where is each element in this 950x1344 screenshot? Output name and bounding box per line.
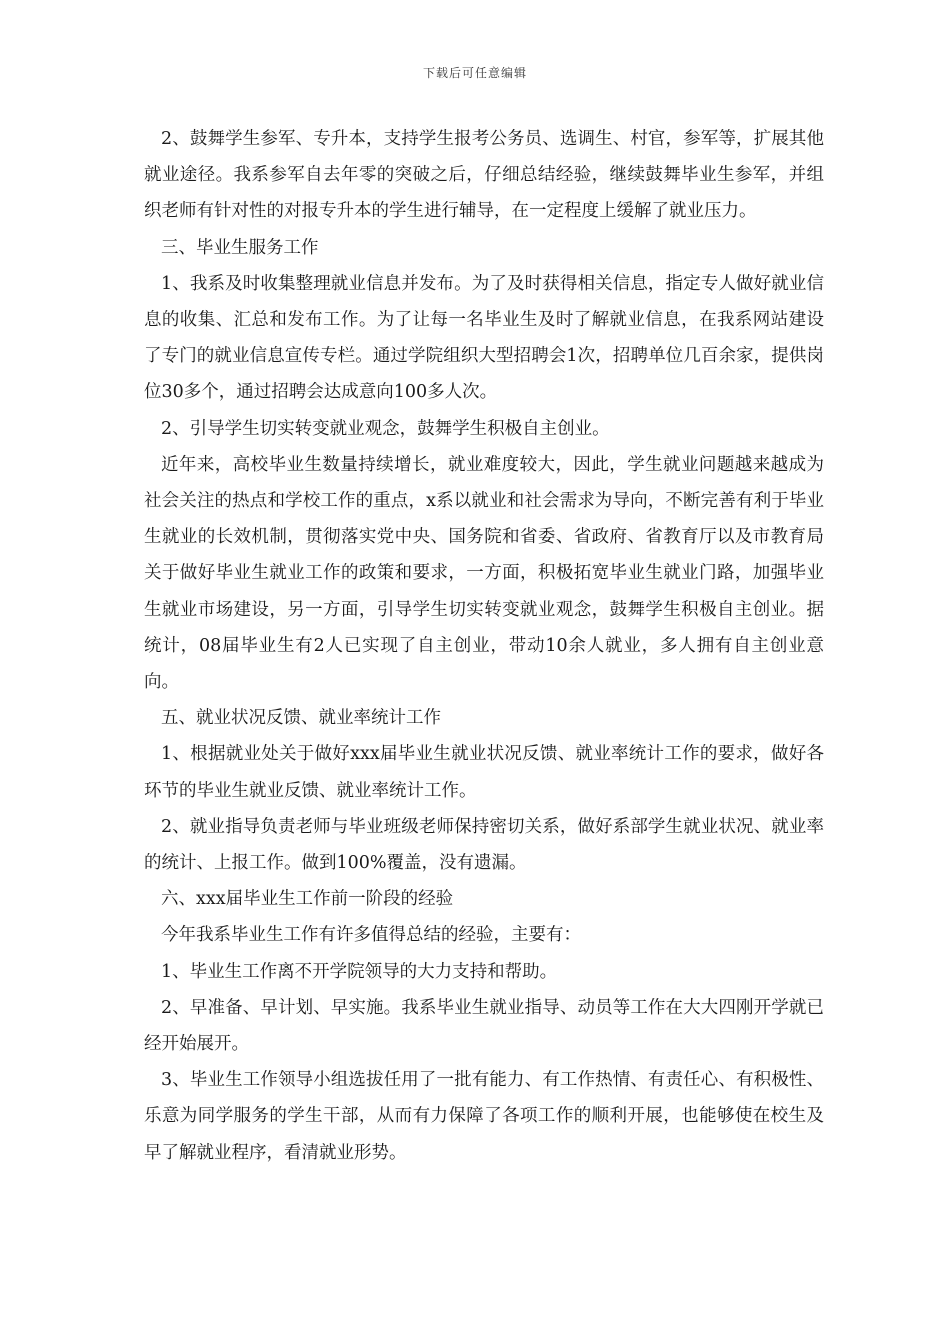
paragraph-job-info: 1、我系及时收集整理就业信息并发布。为了及时获得相关信息，指定专人做好就业信息的收集、汇总和发布工作。为了让每一名毕业生及时了解就业信息，在我系网站建设了专门的就业信息宣传专栏。通过学院组织大型招聘会1次，招聘单位几百余家，提供岗位30多个，通过招聘会达成意向100多人次。 (144, 273, 824, 403)
paragraph-early-preparation: 2、早准备、早计划、早实施。我系毕业生就业指导、动员等工作在大大四刚开学就已经开始展开。 (144, 997, 824, 1055)
section-heading-feedback-statistics: 五、就业状况反馈、就业率统计工作 (161, 708, 441, 729)
paragraph-student-cadres: 3、毕业生工作领导小组选拔任用了一批有能力、有工作热情、有责任心、有积极性、乐意为同学服务的学生干部，从而有力保障了各项工作的顺利开展，也能够使在校生及早了解就业程序，看清就业形势。 (144, 1070, 824, 1163)
section-heading-experience: 六、xxx届毕业生工作前一阶段的经验 (161, 889, 454, 910)
paragraph-leadership-support: 1、毕业生工作离不开学院领导的大力支持和帮助。 (161, 961, 558, 982)
paragraph-contact-teachers: 2、就业指导负责老师与毕业班级老师保持密切关系，做好系部学生就业状况、就业率的统计、上报工作。做到100%覆盖，没有遗漏。 (144, 816, 824, 874)
page-header: 下载后可任意编辑 (422, 66, 527, 80)
paragraph-recent-years: 近年来，高校毕业生数量持续增长，就业难度较大，因此，学生就业问题越来越成为社会关注的热点和学校工作的重点，x系以就业和社会需求为导向，不断完善有利于毕业生就业的长效机制，贯彻落实党中央、国务院和省委、省政府、省教育厅以及市教育局关于做好毕业生就业工作的政策和要求，一方面，积极拓宽毕业生就业门路，加强毕业生就业市场建设，另一方面，引导学生切实转变就业观念，鼓舞学生积极自主创业。据统计，08届毕业生有2人已实现了自主创业，带动10余人就业，多人拥有自主创业意向。 (144, 454, 824, 693)
section-heading-graduate-service: 三、毕业生服务工作 (161, 237, 319, 258)
paragraph-experience-intro: 今年我系毕业生工作有许多值得总结的经验，主要有： (161, 925, 581, 946)
paragraph-guide-students: 2、引导学生切实转变就业观念，鼓舞学生积极自主创业。 (161, 418, 610, 439)
paragraph-enlistment: 2、鼓舞学生参军、专升本，支持学生报考公务员、选调生、村官，参军等，扩展其他就业途径。我系参军自去年零的突破之后，仔细总结经验，继续鼓舞毕业生参军，并组织老师有针对性的对报专升本的学生进行辅导，在一定程度上缓解了就业压力。 (144, 129, 824, 222)
document-body (144, 121, 824, 1171)
paragraph-feedback-requirements: 1、根据就业处关于做好xxx届毕业生就业状况反馈、就业率统计工作的要求，做好各环节的毕业生就业反馈、就业率统计工作。 (144, 744, 824, 801)
